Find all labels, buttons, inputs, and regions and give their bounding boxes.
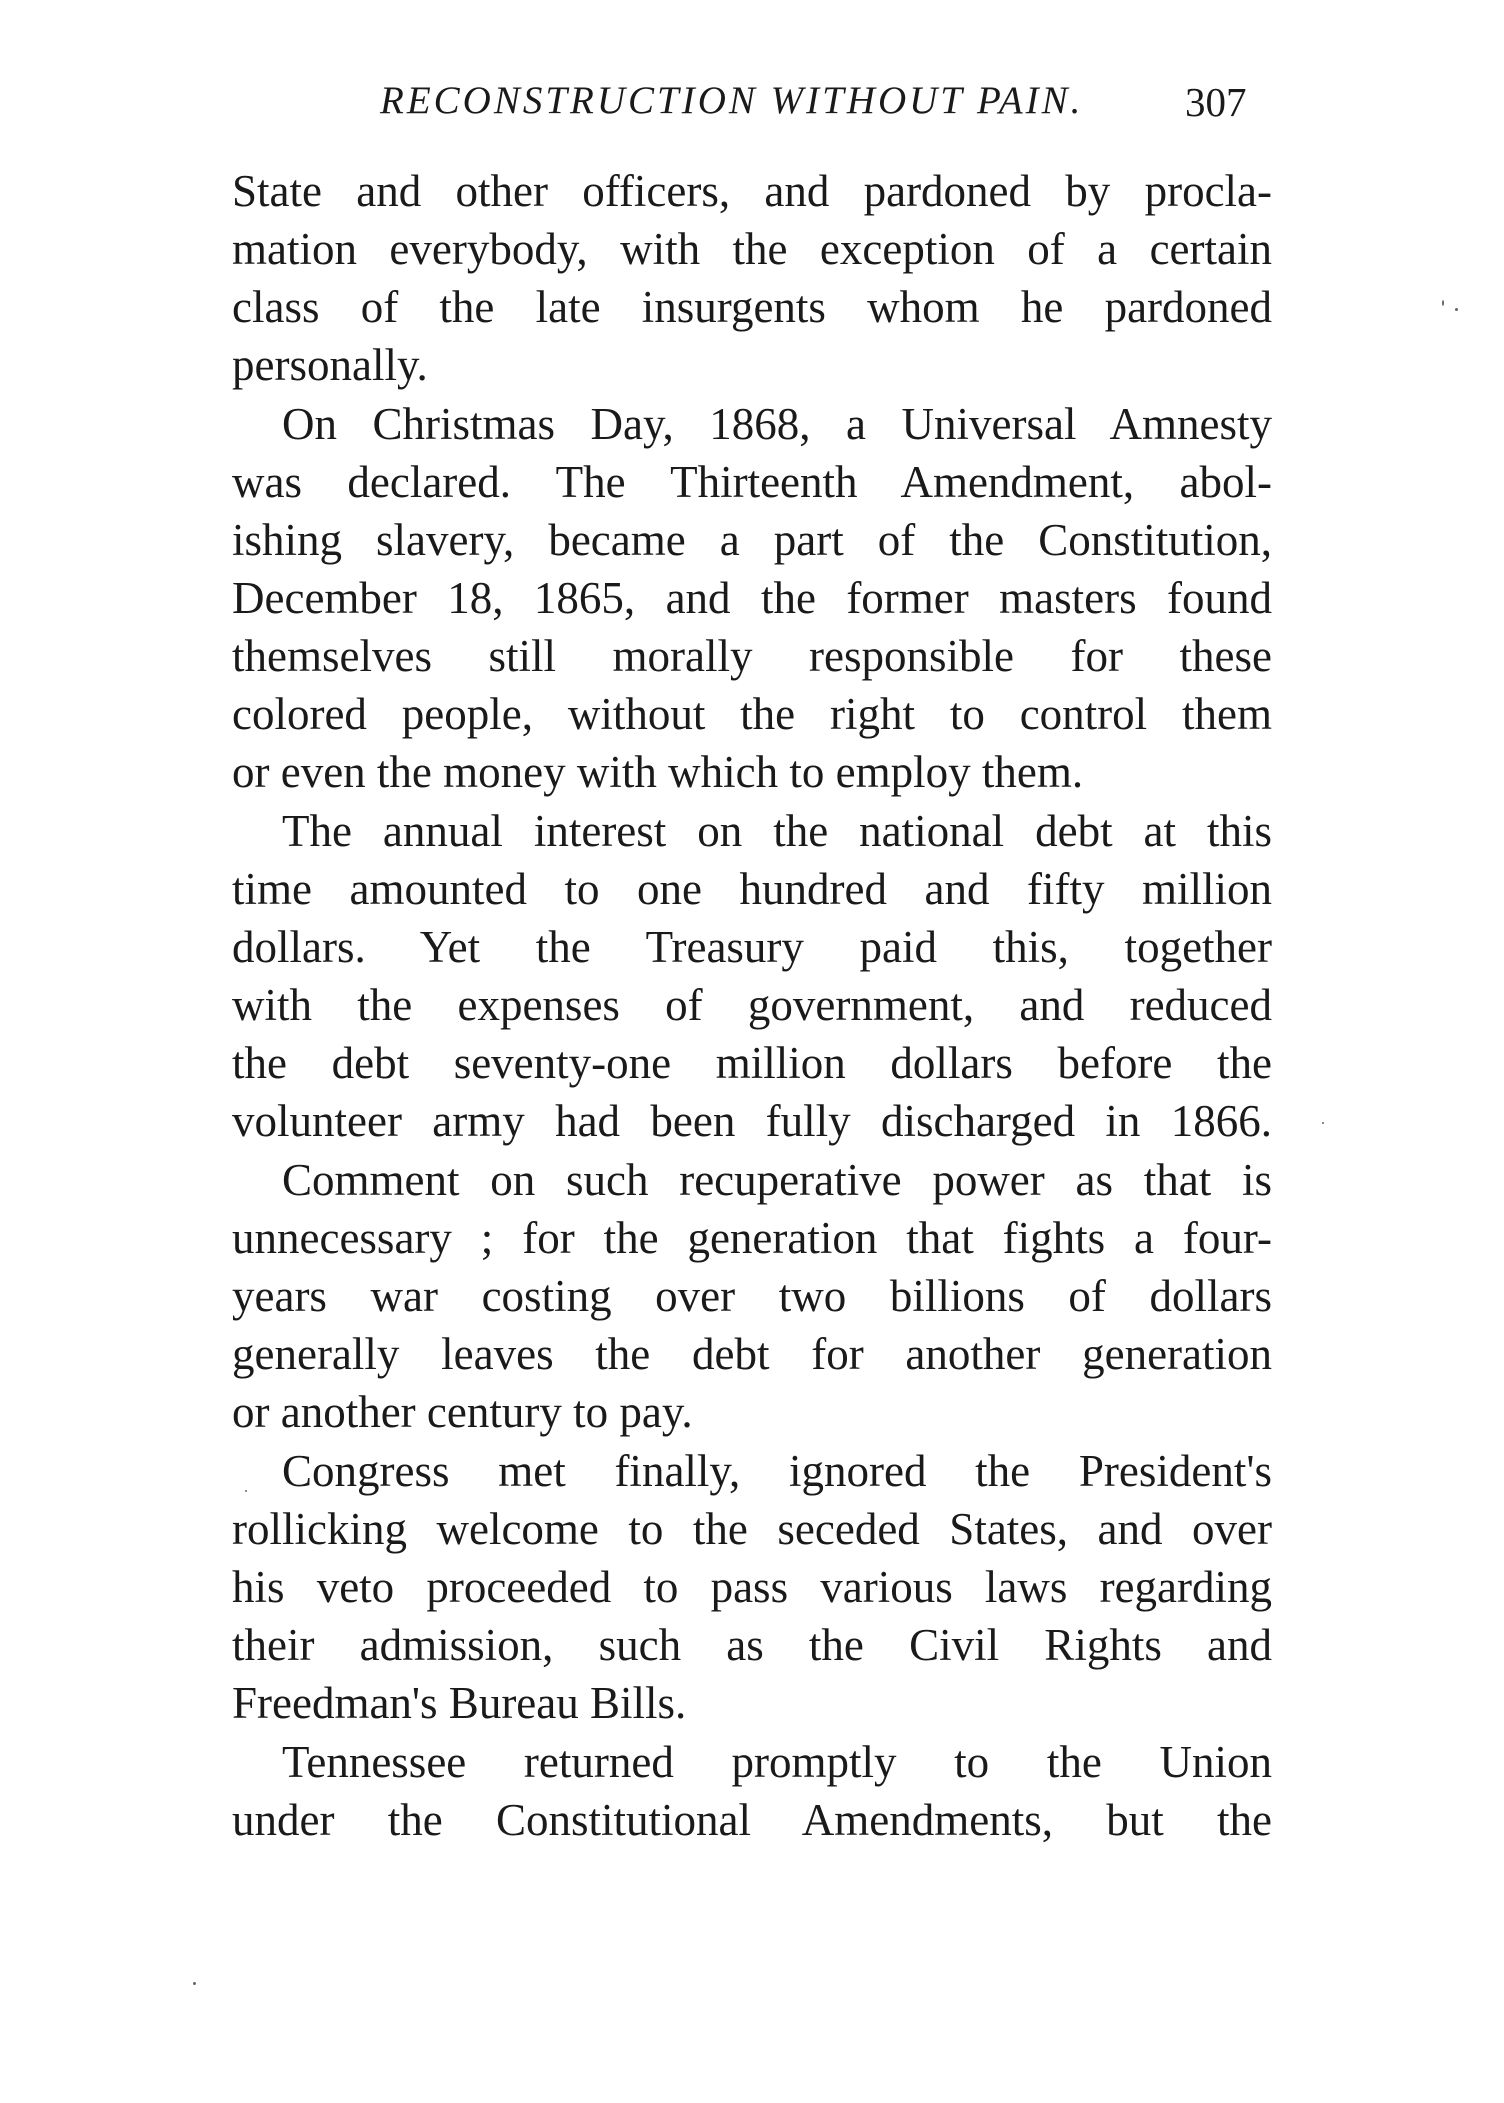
text-line: Freedman's Bureau Bills. xyxy=(232,1678,687,1728)
text-line: or another century to pay. xyxy=(232,1387,693,1437)
text-line: the debt seventy-one million dollars before the xyxy=(232,1038,1272,1088)
text-line: rollicking welcome to the seceded States, and over xyxy=(232,1504,1272,1554)
running-head xyxy=(0,78,1504,138)
text-line: personally. xyxy=(232,340,428,390)
paragraph xyxy=(232,1733,1272,1849)
paragraph xyxy=(232,802,1272,1150)
text-line: years war costing over two billions of dollars xyxy=(232,1271,1272,1321)
text-line: Comment on such recuperative power as that is xyxy=(282,1155,1272,1205)
scan-speck xyxy=(1442,300,1444,306)
text-line: or even the money with which to employ them. xyxy=(232,747,1084,797)
text-line: themselves still morally responsible for these xyxy=(232,631,1272,681)
text-line: colored people, without the right to control them xyxy=(232,689,1272,739)
paragraph xyxy=(232,1151,1272,1441)
text-line: with the expenses of government, and reduced xyxy=(232,980,1272,1030)
text-line: was declared. The Thirteenth Amendment, abol- xyxy=(232,457,1272,507)
scan-speck xyxy=(193,1982,196,1985)
paragraph xyxy=(232,1442,1272,1732)
scan-speck xyxy=(1322,1122,1324,1124)
text-line: unnecessary ; for the generation that fights a four- xyxy=(232,1213,1272,1263)
text-line: December 18, 1865, and the former masters found xyxy=(232,573,1272,623)
text-line: Tennessee returned promptly to the Union xyxy=(282,1737,1272,1787)
text-line: State and other officers, and pardoned by procla- xyxy=(232,166,1272,216)
paragraph xyxy=(232,162,1272,394)
text-line: dollars. Yet the Treasury paid this, together xyxy=(232,922,1272,972)
text-line: ishing slavery, became a part of the Constitution, xyxy=(232,515,1272,565)
text-line: his veto proceeded to pass various laws regarding xyxy=(232,1562,1272,1612)
running-title: RECONSTRUCTION WITHOUT PAIN. xyxy=(380,79,1084,122)
scan-speck xyxy=(245,1490,247,1492)
text-line: under the Constitutional Amendments, but the xyxy=(232,1795,1272,1845)
text-line: class of the late insurgents whom he pardoned xyxy=(232,282,1272,332)
text-line: their admission, such as the Civil Rights and xyxy=(232,1620,1272,1670)
text-line: time amounted to one hundred and fifty million xyxy=(232,864,1272,914)
text-line: mation everybody, with the exception of a certain xyxy=(232,224,1272,274)
body-text xyxy=(232,162,1272,1849)
scan-speck xyxy=(1455,308,1458,311)
page-number: 307 xyxy=(1185,79,1247,125)
text-line: On Christmas Day, 1868, a Universal Amnesty xyxy=(282,399,1272,449)
text-line: Congress met finally, ignored the President's xyxy=(282,1446,1272,1496)
text-line: volunteer army had been fully discharged in 1866. xyxy=(232,1096,1272,1146)
paragraph xyxy=(232,395,1272,801)
text-line: The annual interest on the national debt at this xyxy=(282,806,1272,856)
text-line: generally leaves the debt for another generation xyxy=(232,1329,1272,1379)
